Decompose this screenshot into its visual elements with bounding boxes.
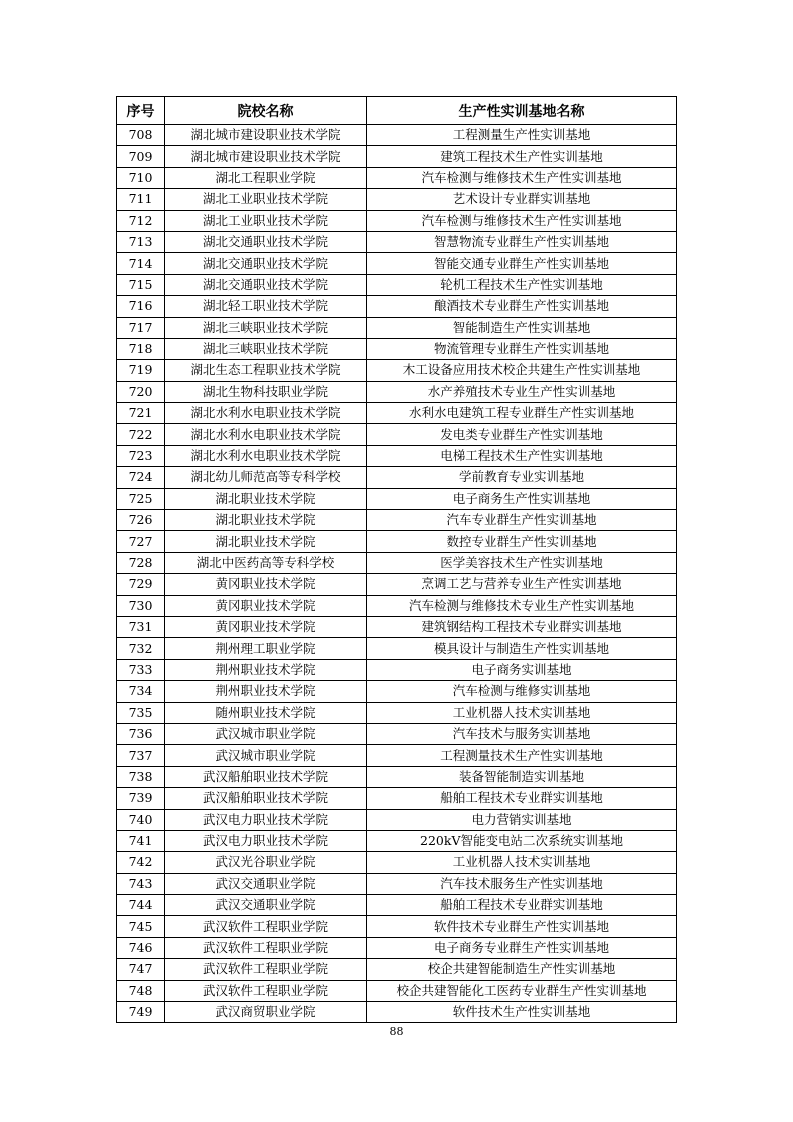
cell-base-name: 汽车技术服务生产性实训基地 xyxy=(367,873,677,894)
cell-base-name: 电力营销实训基地 xyxy=(367,809,677,830)
cell-base-name: 水利水电建筑工程专业群生产性实训基地 xyxy=(367,403,677,424)
cell-base-name: 汽车检测与维修实训基地 xyxy=(367,681,677,702)
cell-base-name: 装备智能制造实训基地 xyxy=(367,766,677,787)
cell-school-name: 武汉交通职业学院 xyxy=(165,873,367,894)
cell-base-name: 220kV智能变电站二次系统实训基地 xyxy=(367,830,677,851)
cell-serial-number: 721 xyxy=(117,403,165,424)
table-row xyxy=(117,125,677,146)
table-row xyxy=(117,980,677,1001)
table-row xyxy=(117,788,677,809)
table-row xyxy=(117,510,677,531)
table-row xyxy=(117,638,677,659)
table-row xyxy=(117,467,677,488)
cell-school-name: 荆州职业技术学院 xyxy=(165,681,367,702)
cell-base-name: 工程测量生产性实训基地 xyxy=(367,125,677,146)
cell-base-name: 汽车检测与维修技术专业生产性实训基地 xyxy=(367,595,677,616)
cell-base-name: 电子商务生产性实训基地 xyxy=(367,488,677,509)
cell-school-name: 黄冈职业技术学院 xyxy=(165,574,367,595)
cell-school-name: 湖北工业职业技术学院 xyxy=(165,189,367,210)
cell-base-name: 软件技术专业群生产性实训基地 xyxy=(367,916,677,937)
cell-school-name: 湖北水利水电职业技术学院 xyxy=(165,424,367,445)
cell-base-name: 智能制造生产性实训基地 xyxy=(367,317,677,338)
table-row xyxy=(117,253,677,274)
cell-base-name: 工业机器人技术实训基地 xyxy=(367,852,677,873)
cell-serial-number: 715 xyxy=(117,274,165,295)
cell-school-name: 武汉船舶职业技术学院 xyxy=(165,788,367,809)
cell-school-name: 武汉电力职业技术学院 xyxy=(165,809,367,830)
cell-serial-number: 724 xyxy=(117,467,165,488)
cell-serial-number: 745 xyxy=(117,916,165,937)
table-row xyxy=(117,167,677,188)
cell-base-name: 发电类专业群生产性实训基地 xyxy=(367,424,677,445)
cell-base-name: 学前教育专业实训基地 xyxy=(367,467,677,488)
cell-base-name: 智能交通专业群生产性实训基地 xyxy=(367,253,677,274)
table-row xyxy=(117,531,677,552)
cell-serial-number: 738 xyxy=(117,766,165,787)
table-row xyxy=(117,274,677,295)
table-row xyxy=(117,895,677,916)
cell-school-name: 湖北轻工职业技术学院 xyxy=(165,296,367,317)
cell-school-name: 武汉软件工程职业学院 xyxy=(165,937,367,958)
page-number: 88 xyxy=(389,1025,404,1038)
cell-serial-number: 713 xyxy=(117,231,165,252)
table-row xyxy=(117,809,677,830)
cell-school-name: 湖北三峡职业技术学院 xyxy=(165,317,367,338)
cell-school-name: 湖北交通职业技术学院 xyxy=(165,253,367,274)
cell-base-name: 船舶工程技术专业群实训基地 xyxy=(367,788,677,809)
cell-school-name: 黄冈职业技术学院 xyxy=(165,595,367,616)
cell-serial-number: 722 xyxy=(117,424,165,445)
cell-base-name: 医学美容技术生产性实训基地 xyxy=(367,552,677,573)
cell-serial-number: 736 xyxy=(117,723,165,744)
table-row xyxy=(117,231,677,252)
cell-serial-number: 709 xyxy=(117,146,165,167)
cell-base-name: 烹调工艺与营养专业生产性实训基地 xyxy=(367,574,677,595)
cell-school-name: 武汉商贸职业学院 xyxy=(165,1002,367,1023)
table-row xyxy=(117,296,677,317)
cell-school-name: 随州职业技术学院 xyxy=(165,702,367,723)
cell-school-name: 武汉软件工程职业学院 xyxy=(165,916,367,937)
cell-serial-number: 710 xyxy=(117,167,165,188)
cell-school-name: 湖北职业技术学院 xyxy=(165,531,367,552)
header-school-name: 院校名称 xyxy=(165,97,367,125)
cell-serial-number: 717 xyxy=(117,317,165,338)
table-row xyxy=(117,830,677,851)
cell-school-name: 黄冈职业技术学院 xyxy=(165,616,367,637)
cell-base-name: 汽车技术与服务实训基地 xyxy=(367,723,677,744)
table-body xyxy=(117,125,677,1023)
cell-serial-number: 726 xyxy=(117,510,165,531)
table-row xyxy=(117,574,677,595)
table-row xyxy=(117,552,677,573)
cell-school-name: 湖北水利水电职业技术学院 xyxy=(165,445,367,466)
cell-serial-number: 739 xyxy=(117,788,165,809)
cell-base-name: 数控专业群生产性实训基地 xyxy=(367,531,677,552)
cell-serial-number: 741 xyxy=(117,830,165,851)
cell-serial-number: 712 xyxy=(117,210,165,231)
cell-serial-number: 719 xyxy=(117,360,165,381)
cell-school-name: 武汉交通职业学院 xyxy=(165,895,367,916)
cell-serial-number: 729 xyxy=(117,574,165,595)
table-row xyxy=(117,766,677,787)
table-row xyxy=(117,852,677,873)
cell-serial-number: 727 xyxy=(117,531,165,552)
table-row xyxy=(117,745,677,766)
training-base-table-container xyxy=(116,96,676,1023)
table-row xyxy=(117,616,677,637)
table-row xyxy=(117,403,677,424)
cell-school-name: 湖北幼儿师范高等专科学校 xyxy=(165,467,367,488)
cell-base-name: 艺术设计专业群实训基地 xyxy=(367,189,677,210)
header-serial-number: 序号 xyxy=(117,97,165,125)
cell-school-name: 湖北工程职业学院 xyxy=(165,167,367,188)
cell-base-name: 建筑钢结构工程技术专业群实训基地 xyxy=(367,616,677,637)
table-row xyxy=(117,360,677,381)
table-row xyxy=(117,959,677,980)
cell-serial-number: 742 xyxy=(117,852,165,873)
table-row xyxy=(117,723,677,744)
cell-base-name: 模具设计与制造生产性实训基地 xyxy=(367,638,677,659)
cell-base-name: 船舶工程技术专业群实训基地 xyxy=(367,895,677,916)
table-row xyxy=(117,916,677,937)
cell-serial-number: 748 xyxy=(117,980,165,1001)
cell-base-name: 校企共建智能制造生产性实训基地 xyxy=(367,959,677,980)
header-base-name: 生产性实训基地名称 xyxy=(367,97,677,125)
cell-base-name: 工程测量技术生产性实训基地 xyxy=(367,745,677,766)
table-row xyxy=(117,937,677,958)
cell-serial-number: 744 xyxy=(117,895,165,916)
cell-serial-number: 737 xyxy=(117,745,165,766)
table-row xyxy=(117,381,677,402)
cell-school-name: 湖北职业技术学院 xyxy=(165,510,367,531)
cell-school-name: 湖北交通职业技术学院 xyxy=(165,274,367,295)
cell-serial-number: 720 xyxy=(117,381,165,402)
cell-serial-number: 734 xyxy=(117,681,165,702)
cell-serial-number: 714 xyxy=(117,253,165,274)
cell-serial-number: 728 xyxy=(117,552,165,573)
cell-school-name: 湖北生物科技职业学院 xyxy=(165,381,367,402)
cell-serial-number: 735 xyxy=(117,702,165,723)
cell-serial-number: 718 xyxy=(117,338,165,359)
training-base-table xyxy=(116,96,677,1023)
cell-base-name: 电梯工程技术生产性实训基地 xyxy=(367,445,677,466)
cell-serial-number: 723 xyxy=(117,445,165,466)
cell-base-name: 软件技术生产性实训基地 xyxy=(367,1002,677,1023)
table-row xyxy=(117,338,677,359)
table-row xyxy=(117,873,677,894)
table-row xyxy=(117,702,677,723)
cell-base-name: 汽车专业群生产性实训基地 xyxy=(367,510,677,531)
cell-serial-number: 725 xyxy=(117,488,165,509)
cell-serial-number: 708 xyxy=(117,125,165,146)
table-row xyxy=(117,659,677,680)
cell-serial-number: 746 xyxy=(117,937,165,958)
cell-base-name: 木工设备应用技术校企共建生产性实训基地 xyxy=(367,360,677,381)
cell-school-name: 武汉电力职业技术学院 xyxy=(165,830,367,851)
cell-school-name: 荆州理工职业学院 xyxy=(165,638,367,659)
table-row xyxy=(117,189,677,210)
table-row xyxy=(117,595,677,616)
cell-school-name: 湖北职业技术学院 xyxy=(165,488,367,509)
cell-base-name: 智慧物流专业群生产性实训基地 xyxy=(367,231,677,252)
cell-base-name: 工业机器人技术实训基地 xyxy=(367,702,677,723)
cell-base-name: 汽车检测与维修技术生产性实训基地 xyxy=(367,210,677,231)
cell-school-name: 湖北城市建设职业技术学院 xyxy=(165,146,367,167)
cell-base-name: 水产养殖技术专业生产性实训基地 xyxy=(367,381,677,402)
cell-serial-number: 730 xyxy=(117,595,165,616)
cell-serial-number: 716 xyxy=(117,296,165,317)
cell-serial-number: 747 xyxy=(117,959,165,980)
cell-serial-number: 743 xyxy=(117,873,165,894)
table-row xyxy=(117,317,677,338)
cell-school-name: 湖北水利水电职业技术学院 xyxy=(165,403,367,424)
cell-serial-number: 732 xyxy=(117,638,165,659)
table-row xyxy=(117,445,677,466)
cell-serial-number: 731 xyxy=(117,616,165,637)
cell-serial-number: 740 xyxy=(117,809,165,830)
cell-base-name: 轮机工程技术生产性实训基地 xyxy=(367,274,677,295)
cell-serial-number: 711 xyxy=(117,189,165,210)
cell-school-name: 武汉城市职业学院 xyxy=(165,745,367,766)
cell-base-name: 电子商务实训基地 xyxy=(367,659,677,680)
cell-school-name: 湖北城市建设职业技术学院 xyxy=(165,125,367,146)
cell-school-name: 湖北中医药高等专科学校 xyxy=(165,552,367,573)
table-row xyxy=(117,146,677,167)
cell-school-name: 武汉软件工程职业学院 xyxy=(165,959,367,980)
cell-base-name: 酿酒技术专业群生产性实训基地 xyxy=(367,296,677,317)
cell-base-name: 校企共建智能化工医药专业群生产性实训基地 xyxy=(367,980,677,1001)
table-row xyxy=(117,210,677,231)
cell-school-name: 武汉城市职业学院 xyxy=(165,723,367,744)
cell-school-name: 荆州职业技术学院 xyxy=(165,659,367,680)
cell-school-name: 武汉船舶职业技术学院 xyxy=(165,766,367,787)
table-row xyxy=(117,681,677,702)
table-header-row xyxy=(117,97,677,125)
table-row xyxy=(117,488,677,509)
cell-school-name: 湖北生态工程职业技术学院 xyxy=(165,360,367,381)
table-row xyxy=(117,1002,677,1023)
cell-school-name: 湖北三峡职业技术学院 xyxy=(165,338,367,359)
cell-base-name: 汽车检测与维修技术生产性实训基地 xyxy=(367,167,677,188)
cell-base-name: 物流管理专业群生产性实训基地 xyxy=(367,338,677,359)
cell-school-name: 武汉软件工程职业学院 xyxy=(165,980,367,1001)
cell-serial-number: 749 xyxy=(117,1002,165,1023)
cell-school-name: 湖北交通职业技术学院 xyxy=(165,231,367,252)
cell-serial-number: 733 xyxy=(117,659,165,680)
table-row xyxy=(117,424,677,445)
cell-base-name: 建筑工程技术生产性实训基地 xyxy=(367,146,677,167)
cell-school-name: 武汉光谷职业学院 xyxy=(165,852,367,873)
cell-base-name: 电子商务专业群生产性实训基地 xyxy=(367,937,677,958)
cell-school-name: 湖北工业职业技术学院 xyxy=(165,210,367,231)
